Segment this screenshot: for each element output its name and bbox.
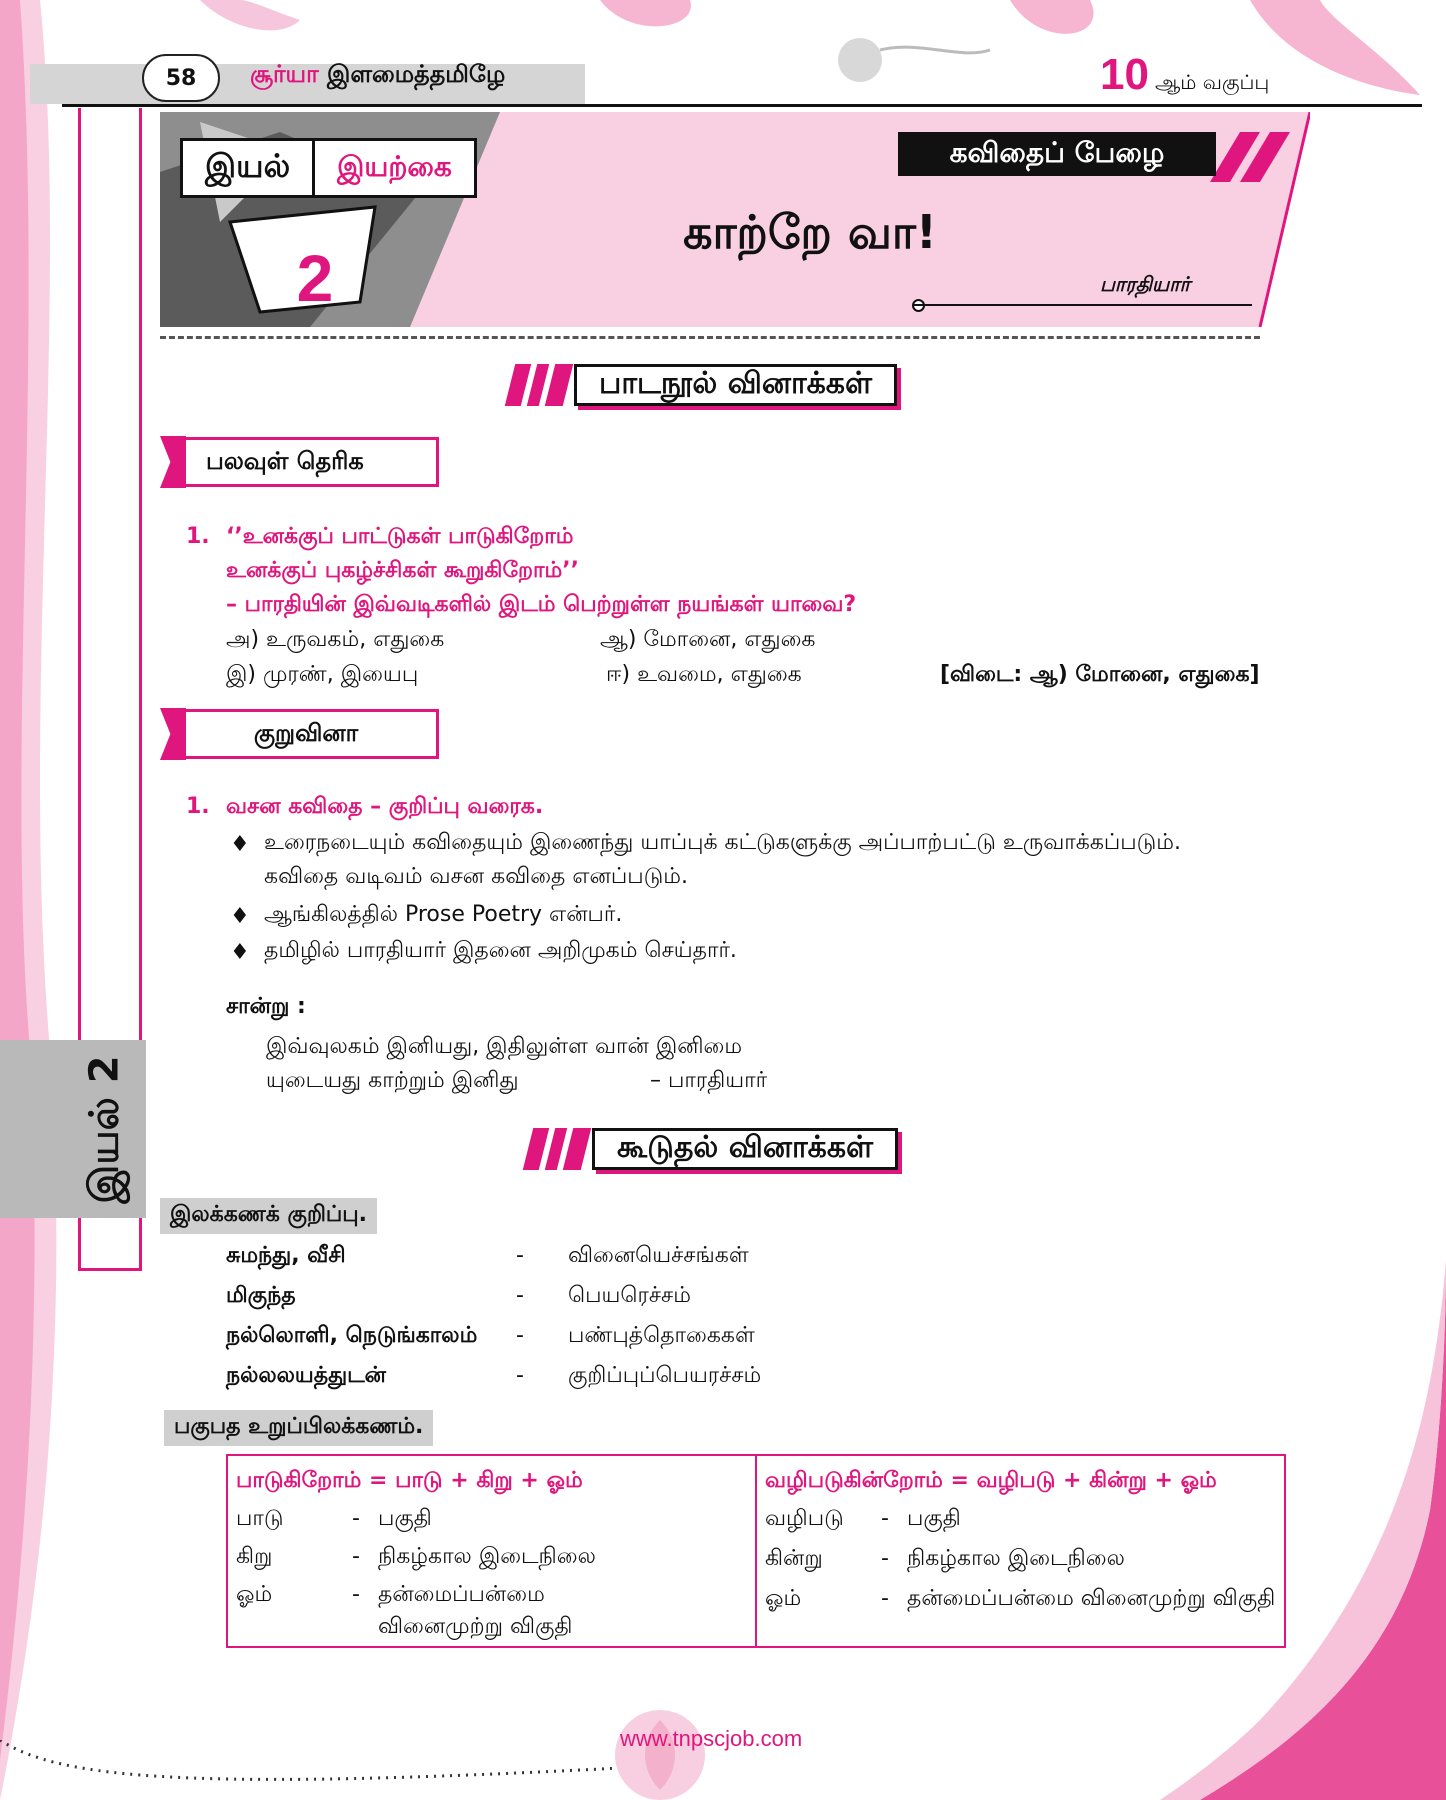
mcq-title: பலவுள் தெரிக xyxy=(186,437,439,487)
book-title xyxy=(250,60,505,91)
parse-sep: - xyxy=(352,1506,360,1531)
example-line-1: இவ்வுலகம் இனியது, இதிலுள்ள வான் இனிமை xyxy=(266,1034,743,1059)
mcq-option-b: ஆ) மோனை, எதுகை xyxy=(600,627,816,652)
grammar-sep-1: - xyxy=(516,1243,524,1268)
mcq-line-3: – பாரதியின் இவ்வடிகளில் இடம் பெற்றுள்ள நயங்கள் யாவை? xyxy=(226,592,857,617)
grammar-sep-4: - xyxy=(516,1363,524,1388)
parse-role: நிகழ்கால இடைநிலை xyxy=(378,1544,596,1569)
parse-title-2: வழிபடுகின்றோம் = வழிபடு + கின்று + ஓம் xyxy=(765,1468,1217,1493)
heading-tip xyxy=(160,436,186,488)
grade-label: ஆம் வகுப்பு xyxy=(1154,70,1270,94)
parse-sep: - xyxy=(881,1506,889,1531)
grammar-sep-2: - xyxy=(516,1283,524,1308)
mcq-answer: [விடை: ஆ) மோனை, எதுகை] xyxy=(940,662,1260,687)
parse-sep: - xyxy=(881,1546,889,1571)
short-answer-title: குறுவினா xyxy=(186,709,439,759)
mcq-option-c: இ) முரண், இயைபு xyxy=(226,662,419,687)
parse-part: கின்று xyxy=(765,1546,823,1571)
mcq-number: 1. xyxy=(186,524,210,549)
heading-tip xyxy=(160,708,186,760)
short-answer-heading xyxy=(160,708,439,760)
author-underline xyxy=(914,304,1252,306)
mcq-line-2: உனக்குப் புகழ்ச்சிகள் கூறுகிறோம்’’ xyxy=(226,558,579,583)
heading-stripe xyxy=(523,1128,591,1170)
poem-title: காற்றே வா! xyxy=(683,205,937,259)
parse-part: வழிபடு xyxy=(765,1506,844,1531)
bullet-icon: ♦ xyxy=(230,940,250,965)
parsing-table xyxy=(226,1454,1286,1648)
banner-dashed-rule xyxy=(160,336,1260,339)
grammar-term-4: நல்லலயத்துடன் xyxy=(226,1363,387,1388)
page-number-text: 58 xyxy=(165,65,197,91)
side-tab-label xyxy=(78,1040,136,1218)
textbook-questions-heading xyxy=(510,364,897,406)
grammar-meaning-4: குறிப்புப்பெயரச்சம் xyxy=(568,1363,762,1388)
page-number xyxy=(142,54,220,102)
bullet-text-3: தமிழில் பாரதியார் இதனை அறிமுகம் செய்தார். xyxy=(264,938,737,963)
book-title-name: இளமைத்தமிழே xyxy=(326,60,506,88)
short-number: 1. xyxy=(186,794,210,819)
grammar-meaning-1: வினையெச்சங்கள் xyxy=(568,1243,749,1268)
parse-role: தன்மைப்பன்மை xyxy=(378,1582,545,1607)
grammar-notes-label: இலக்கணக் குறிப்பு. xyxy=(160,1198,377,1234)
parse-sep: - xyxy=(352,1582,360,1607)
mcq-option-a: அ) உருவகம், எதுகை xyxy=(226,627,445,652)
textbook-questions-title: பாடநூல் வினாக்கள் xyxy=(574,364,897,406)
author-name: பாரதியார் xyxy=(1100,272,1191,296)
grammar-term-2: மிகுந்த xyxy=(226,1283,296,1308)
grammar-term-1: சுமந்து, வீசி xyxy=(226,1243,346,1268)
mcq-line-1: ‘’உனக்குப் பாட்டுகள் பாடுகிறோம் xyxy=(226,524,574,549)
unit-number: 2 xyxy=(296,241,334,315)
grammar-term-3: நல்லொளி, நெடுங்காலம் xyxy=(226,1323,478,1348)
parse-part: ஓம் xyxy=(236,1582,273,1607)
parse-role: பகுதி xyxy=(907,1506,961,1531)
parse-role: பகுதி xyxy=(378,1506,432,1531)
parse-part: கிறு xyxy=(236,1544,273,1569)
bullet-text-1-cont: கவிதை வடிவம் வசன கவிதை எனப்படும். xyxy=(264,864,688,889)
additional-questions-title: கூடுதல் வினாக்கள் xyxy=(592,1128,898,1170)
grammar-meaning-3: பண்புத்தொகைகள் xyxy=(568,1323,755,1348)
parse-title-1: பாடுகிறோம் = பாடு + கிறு + ஓம் xyxy=(236,1468,583,1493)
side-tab-text: இயல் 2 xyxy=(81,1054,128,1204)
example-label: சான்று : xyxy=(226,994,306,1019)
mcq-option-d: ஈ) உவமை, எதுகை xyxy=(606,662,802,687)
bullet-icon: ♦ xyxy=(230,832,250,857)
parse-sep: - xyxy=(352,1544,360,1569)
genre-label: கவிதைப் பேழை xyxy=(898,132,1216,176)
grade-indicator xyxy=(1100,50,1269,100)
header-rule xyxy=(62,104,1422,107)
parsing-column-1 xyxy=(228,1456,755,1646)
parse-part: பாடு xyxy=(236,1506,284,1531)
section-label: இயல் xyxy=(183,141,315,195)
footer-url: www.tnpscjob.com xyxy=(620,1726,803,1751)
footer-dotted-curve xyxy=(0,1740,620,1800)
parsing-column-2 xyxy=(755,1456,1284,1646)
grammar-sep-3: - xyxy=(516,1323,524,1348)
section-badge xyxy=(180,138,477,198)
section-topic: இயற்கை xyxy=(315,141,474,195)
bullet-text-1: உரைநடையும் கவிதையும் இணைந்து யாப்புக் கட்டுகளுக்கு அப்பாற்பட்டு உருவாக்கப்படும். xyxy=(264,830,1181,855)
short-question: வசன கவிதை – குறிப்பு வரைக. xyxy=(226,794,544,819)
heading-stripe xyxy=(505,364,573,406)
additional-questions-heading xyxy=(528,1128,898,1170)
book-title-brand: சூர்யா xyxy=(250,60,319,88)
grammar-meaning-2: பெயரெச்சம் xyxy=(568,1283,691,1308)
example-line-2: யுடையது காற்றும் இனிது xyxy=(266,1068,519,1093)
parse-role-continuation: வினைமுற்று விகுதி xyxy=(378,1614,573,1639)
parse-label: பகுபத உறுப்பிலக்கணம். xyxy=(164,1410,433,1446)
parse-sep: - xyxy=(881,1586,889,1611)
bullet-icon: ♦ xyxy=(230,904,250,929)
parse-part: ஓம் xyxy=(765,1586,802,1611)
parse-role: நிகழ்கால இடைநிலை xyxy=(907,1546,1125,1571)
example-author: – பாரதியார் xyxy=(650,1068,768,1093)
mcq-heading xyxy=(160,436,439,488)
bullet-text-2: ஆங்கிலத்தில் Prose Poetry என்பர். xyxy=(264,902,623,927)
parse-role: தன்மைப்பன்மை வினைமுற்று விகுதி xyxy=(907,1586,1276,1611)
grade-number: 10 xyxy=(1100,50,1149,99)
